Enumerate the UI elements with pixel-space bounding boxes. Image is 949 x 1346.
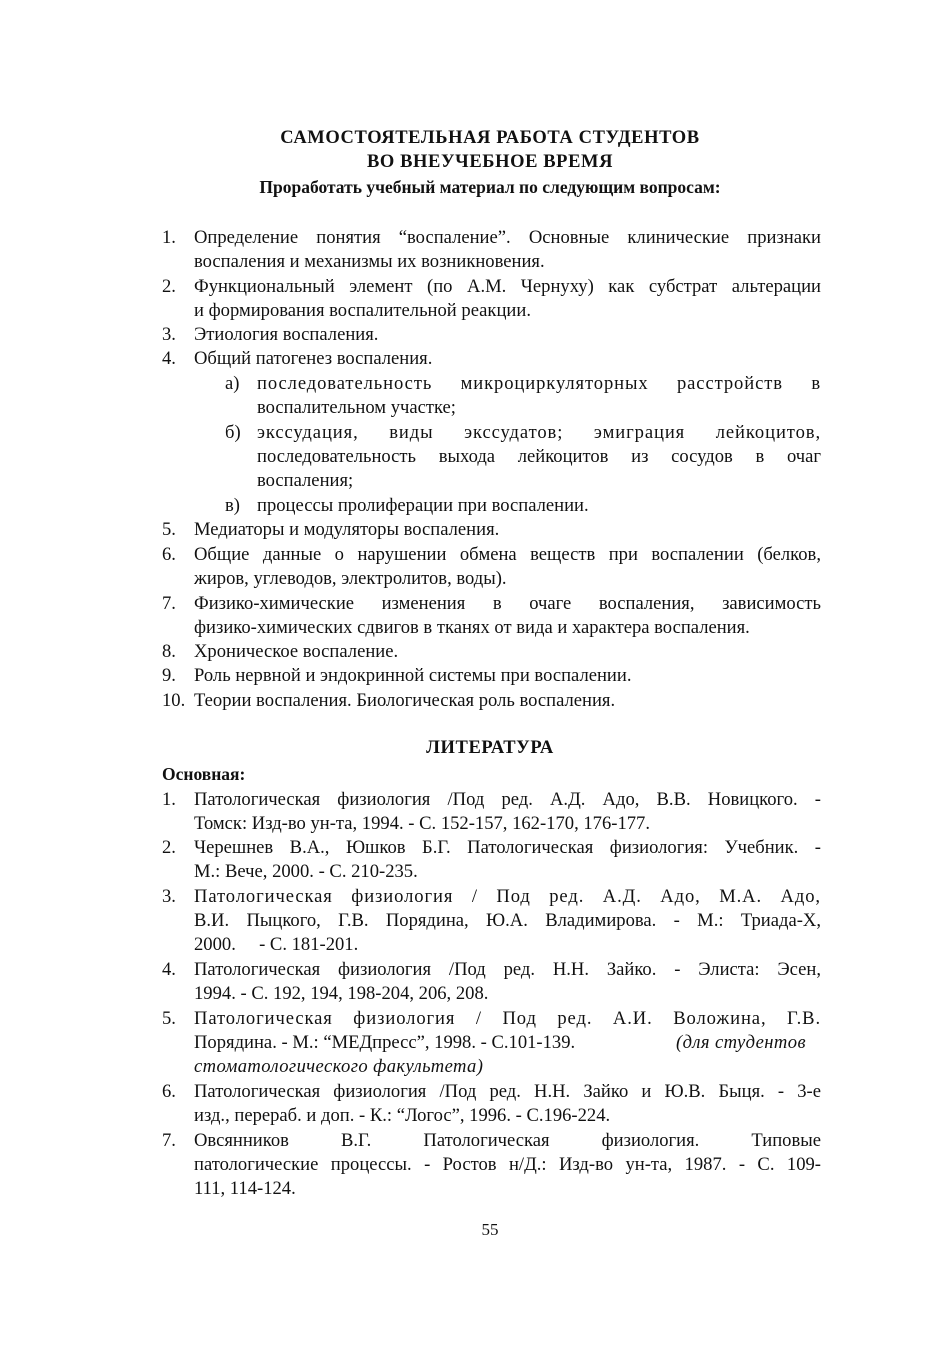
literature-text: 2000. - С. 181-201. [194, 934, 359, 955]
subitem-text: процессы пролиферации при воспалении. [257, 495, 589, 516]
literature-text: М.: Вече, 2000. - С. 210-235. [194, 861, 418, 882]
literature-section-label: Основная: [162, 764, 246, 784]
question-number: 6. [162, 544, 176, 565]
literature-number: 2. [162, 837, 176, 858]
literature-title: ЛИТЕРАТУРА [426, 738, 554, 758]
question-text: Физико-химические изменения в очаге воспаления, зависимость [194, 593, 821, 614]
literature-note: стоматологического факультета) [194, 1056, 484, 1077]
subitem-letter: а) [225, 373, 240, 394]
subitem-letter: б) [225, 422, 241, 443]
literature-text: Патологическая физиология /Под ред. Н.Н. Зайко. - Элиста: Эсен, [194, 959, 821, 980]
subitem-text: воспаления; [257, 470, 354, 491]
literature-text: 111, 114-124. [194, 1178, 296, 1199]
literature-number: 7. [162, 1130, 176, 1151]
question-text: физико-химических сдвигов в тканях от вида и характера воспаления. [194, 617, 750, 638]
literature-text: Патологическая физиология / Под ред. А.И. Воложина, Г.В. [194, 1008, 821, 1029]
question-number: 4. [162, 348, 176, 369]
question-number: 10. [162, 690, 186, 711]
heading-subtitle: Проработать учебный материал по следующим вопросам: [259, 177, 721, 197]
literature-text: В.И. Пыцкого, Г.В. Порядина, Ю.А. Владимирова. - М.: Триада-Х, [194, 910, 821, 931]
question-number: 8. [162, 641, 176, 662]
question-number: 9. [162, 665, 176, 686]
question-text: Хроническое воспаление. [194, 641, 399, 662]
question-text: и формирования воспалительной реакции. [194, 300, 531, 321]
literature-number: 6. [162, 1081, 176, 1102]
question-text: Роль нервной и эндокринной системы при воспалении. [194, 665, 632, 686]
literature-text: Овсянников В.Г. Патологическая физиология. Типовые [194, 1130, 821, 1151]
literature-text: изд., перераб. и доп. - К.: “Логос”, 1996. - С.196-224. [194, 1105, 611, 1126]
literature-number: 3. [162, 886, 176, 907]
subitem-text: последовательность выхода лейкоцитов из сосудов в очаг [257, 446, 821, 467]
literature-text: Патологическая физиология /Под ред. Н.Н. Зайко и Ю.В. Быця. - 3-е [194, 1081, 821, 1102]
question-text: Медиаторы и модуляторы воспаления. [194, 519, 500, 540]
literature-text: Черешнев В.А., Юшков Б.Г. Патологическая физиология: Учебник. - [194, 837, 821, 858]
question-text: Функциональный элемент (по А.М. Чернуху) как субстрат альтерации [194, 276, 821, 297]
literature-number: 5. [162, 1008, 176, 1029]
question-text: Теории воспаления. Биологическая роль воспаления. [194, 690, 616, 711]
literature-text: Порядина. - М.: “МЕДпресс”, 1998. - С.101-139. [194, 1032, 576, 1053]
literature-text: патологические процессы. - Ростов н/Д.: Изд-во ун-та, 1987. - С. 109- [194, 1154, 821, 1175]
literature-number: 4. [162, 959, 176, 980]
question-text: Общий патогенез воспаления. [194, 348, 433, 369]
question-text: Общие данные о нарушении обмена веществ при воспалении (белков, [194, 544, 821, 565]
subitem-letter: в) [225, 495, 240, 516]
literature-text: 1994. - С. 192, 194, 198-204, 206, 208. [194, 983, 489, 1004]
question-text: Этиология воспаления. [194, 324, 379, 345]
subitem-text: последовательность микроциркуляторных расстройств в [257, 373, 821, 394]
literature-note: (для студентов [676, 1032, 806, 1053]
question-number: 3. [162, 324, 176, 345]
question-number: 5. [162, 519, 176, 540]
subitem-text: воспалительном участке; [257, 397, 456, 418]
literature-text: Томск: Изд-во ун-та, 1994. - С. 152-157, 162-170, 176-177. [194, 813, 650, 834]
literature-text: Патологическая физиология / Под ред. А.Д. Адо, М.А. Адо, [194, 886, 821, 907]
question-number: 1. [162, 227, 176, 248]
question-text: Определение понятия “воспаление”. Основные клинические признаки [194, 227, 821, 248]
subitem-text: экссудация, виды экссудатов; эмиграция лейкоцитов, [257, 422, 821, 443]
question-text: жиров, углеводов, электролитов, воды). [194, 568, 507, 589]
question-number: 7. [162, 593, 176, 614]
literature-number: 1. [162, 789, 176, 810]
literature-text: Патологическая физиология /Под ред. А.Д. Адо, В.В. Новицкого. - [194, 789, 821, 810]
question-text: воспаления и механизмы их возникновения. [194, 251, 545, 272]
heading-line-2: ВО ВНЕУЧЕБНОЕ ВРЕМЯ [366, 152, 614, 172]
page-number: 55 [481, 1220, 499, 1239]
heading-line-1: САМОСТОЯТЕЛЬНАЯ РАБОТА СТУДЕНТОВ [280, 128, 700, 148]
question-number: 2. [162, 276, 176, 297]
